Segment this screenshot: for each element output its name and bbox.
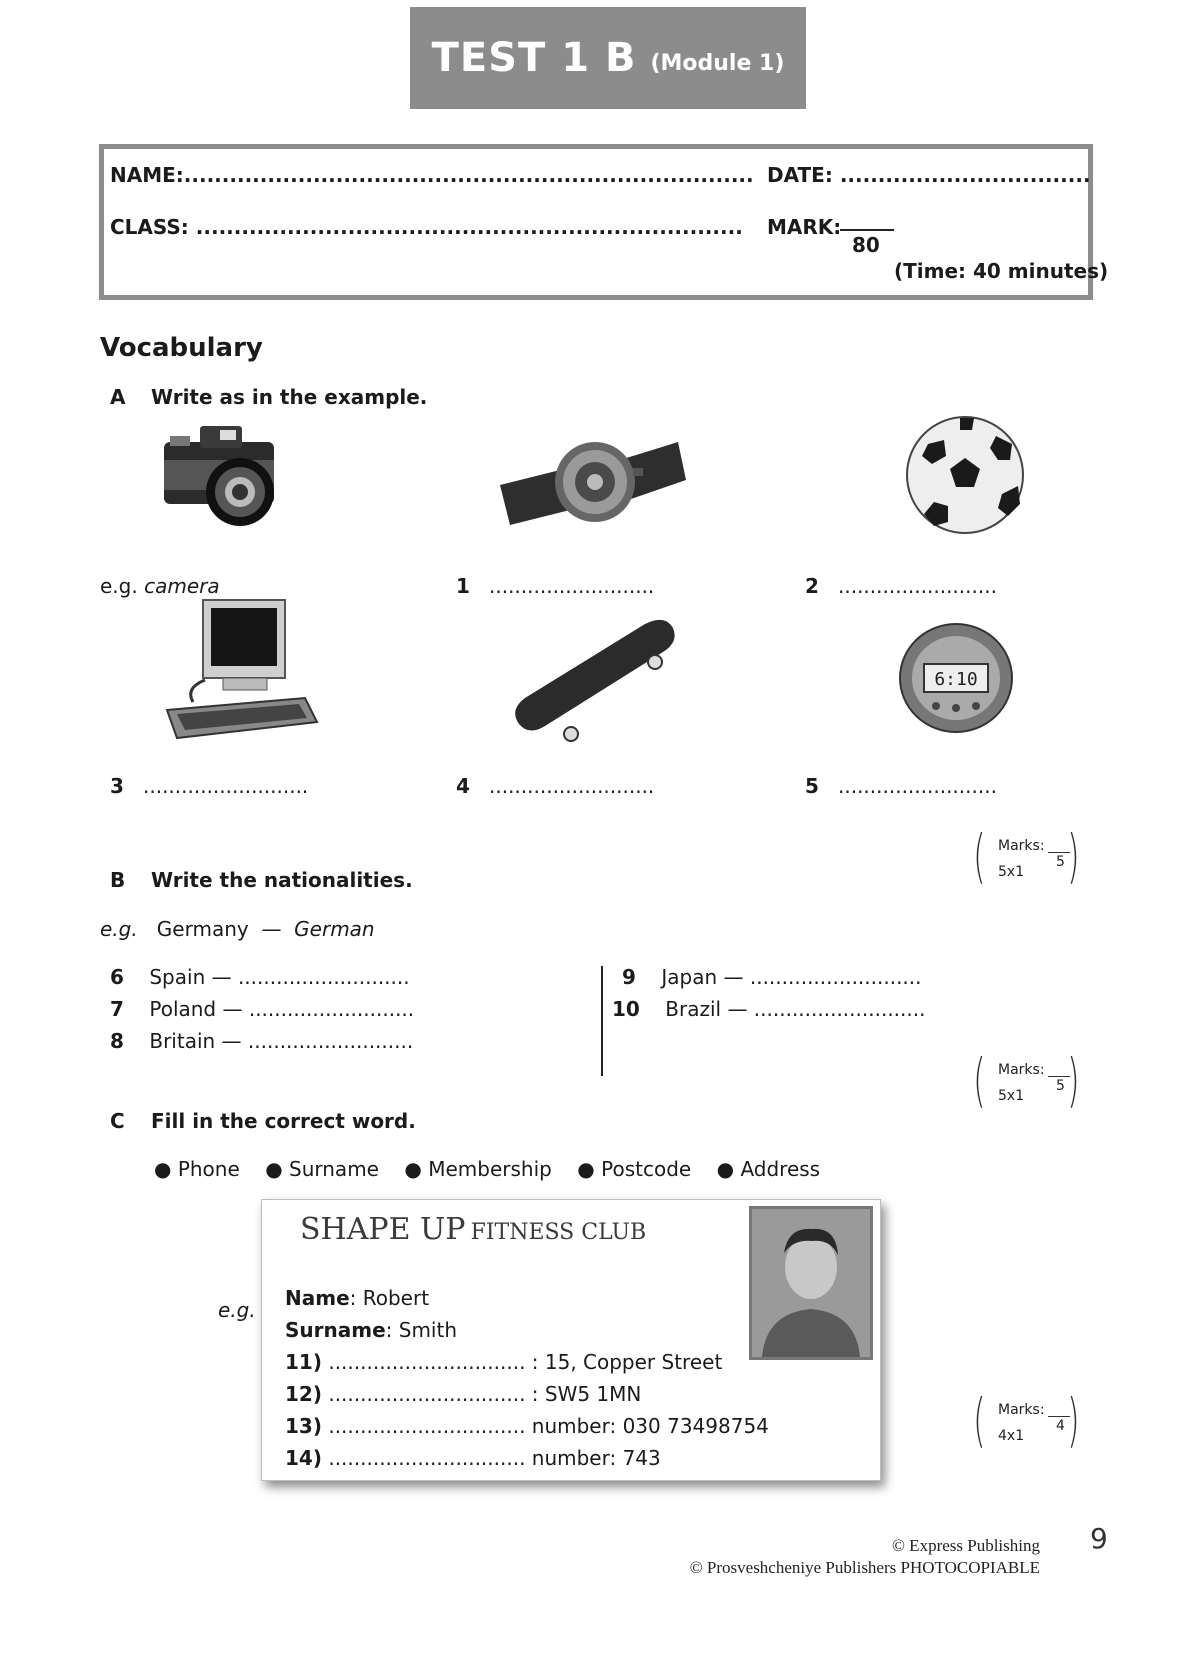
- task-c-item-11[interactable]: 11) ............................... : 15, Copper Street: [285, 1350, 723, 1374]
- example-word: camera: [144, 574, 220, 598]
- word-bank-item: ● Postcode: [577, 1157, 692, 1181]
- task-c-item-13[interactable]: 13) ............................... number: 030 73498754: [285, 1414, 769, 1438]
- class-field[interactable]: [110, 215, 743, 239]
- alarm-clock-display: 6:10: [934, 669, 978, 690]
- skateboard-image: [505, 614, 685, 746]
- alarm-clock-image: [896, 620, 1016, 734]
- task-b-item-9[interactable]: 9 Japan — ...........................: [622, 965, 922, 989]
- example-prefix: e.g.: [100, 574, 138, 598]
- task-a-item-4[interactable]: 4 ..........................: [456, 774, 655, 798]
- word-bank-item: ● Surname: [265, 1157, 379, 1181]
- date-label: DATE:: [767, 163, 833, 187]
- task-b-letter: B: [110, 868, 126, 892]
- task-c-item-12[interactable]: 12) ............................... : SW5 1MN: [285, 1382, 642, 1406]
- task-c-example-prefix: e.g.: [218, 1298, 256, 1322]
- membership-card: [261, 1199, 881, 1481]
- name-label: NAME:: [110, 163, 184, 187]
- name-field[interactable]: [110, 163, 754, 187]
- task-a-instruction: Write as in the example.: [151, 385, 428, 409]
- class-dots: ........................................................................: [195, 215, 743, 239]
- task-a-item-5[interactable]: 5 .........................: [805, 774, 997, 798]
- name-dots: ...........................................................................: [183, 163, 754, 187]
- task-c-marks: ( Marks: 4 4x1 ): [973, 1386, 1080, 1454]
- task-b-marks: ( Marks: 5 5x1 ): [973, 1046, 1080, 1114]
- test-title-banner: [410, 7, 806, 109]
- mark-fraction-line: [840, 229, 894, 231]
- word-bank-item: ● Phone: [154, 1157, 240, 1181]
- section-title: Vocabulary: [100, 333, 263, 363]
- card-name-line: Name: Robert: [285, 1286, 430, 1310]
- card-surname-line: Surname: Smith: [285, 1318, 458, 1342]
- task-a-example: [100, 574, 220, 598]
- test-title: TEST 1 B: [431, 35, 637, 81]
- class-label: CLASS:: [110, 215, 189, 239]
- task-c-instruction: Fill in the correct word.: [151, 1109, 416, 1133]
- task-b-item-10[interactable]: 10 Brazil — ...........................: [612, 997, 926, 1021]
- member-photo: [749, 1206, 873, 1360]
- football-image: [904, 414, 1026, 536]
- task-b-instruction: Write the nationalities.: [151, 868, 413, 892]
- time-limit: (Time: 40 minutes): [894, 259, 1109, 283]
- camera-image: [160, 420, 286, 532]
- word-bank-item: ● Address: [716, 1157, 821, 1181]
- word-bank-item: ● Membership: [404, 1157, 552, 1181]
- task-b-item-6[interactable]: 6 Spain — ...........................: [110, 965, 410, 989]
- computer-image: [165, 598, 321, 744]
- task-a-letter: A: [110, 385, 126, 409]
- footer-copyright: © Prosveshcheniye Publishers PHOTOCOPIABLE: [689, 1558, 1040, 1577]
- task-a-marks: ( Marks: 5 5x1 ): [973, 822, 1080, 890]
- marks-open-paren: (: [973, 822, 986, 890]
- footer-publisher: © Express Publishing: [892, 1536, 1040, 1555]
- word-bank: [154, 1157, 820, 1181]
- page-number: 9: [1090, 1522, 1108, 1555]
- column-divider: [601, 966, 603, 1076]
- task-a-item-1[interactable]: 1 ..........................: [456, 574, 655, 598]
- date-field[interactable]: [767, 163, 1091, 187]
- card-title: SHAPE UP FITNESS CLUB: [300, 1212, 647, 1247]
- mark-label: MARK:: [767, 215, 842, 239]
- date-dots: .................................: [839, 163, 1091, 187]
- task-b-item-7[interactable]: 7 Poland — ..........................: [110, 997, 415, 1021]
- task-b-item-8[interactable]: 8 Britain — ..........................: [110, 1029, 414, 1053]
- task-b-example: e.g. Germany — German: [100, 917, 375, 941]
- task-c-item-14[interactable]: 14) ............................... number: 743: [285, 1446, 661, 1470]
- marks-close-paren: ): [1067, 822, 1080, 890]
- student-info-box: [99, 144, 1109, 300]
- task-a-item-2[interactable]: 2 .........................: [805, 574, 997, 598]
- task-c-letter: C: [110, 1109, 125, 1133]
- task-a-item-3[interactable]: 3 ..........................: [110, 774, 309, 798]
- mark-total: 80: [852, 233, 880, 257]
- test-module: (Module 1): [650, 50, 785, 76]
- watch-image: [500, 430, 690, 530]
